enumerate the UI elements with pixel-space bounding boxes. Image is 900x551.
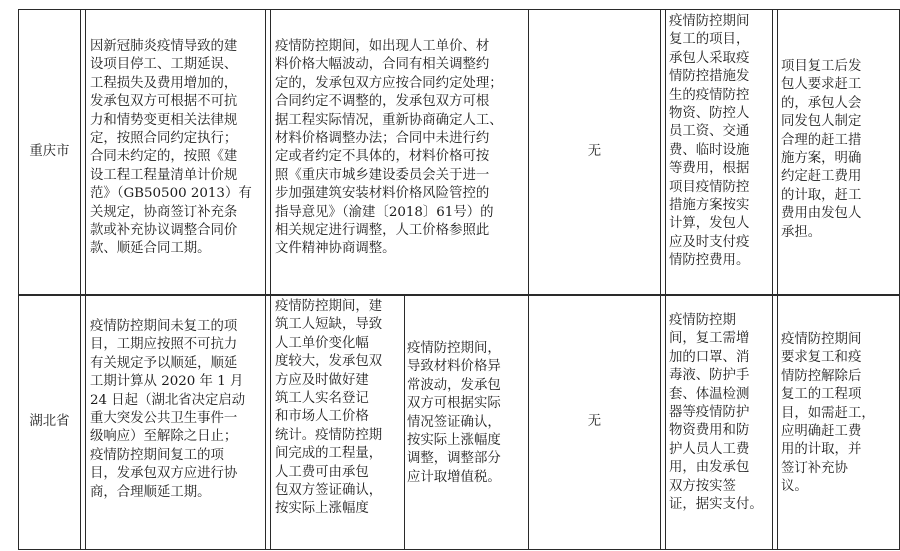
table-border-top xyxy=(18,9,900,10)
rush-work-cost-cell: 项目复工后发 包人要求赶工 的，承包人会 同发包人制定 合理的赶工措 施方案，明确 约定赶工费用 的计取，赶工 费用由发包人 承担。 xyxy=(781,59,862,240)
column-divider xyxy=(404,296,405,550)
epidemic-prevention-cost-cell: 疫情防控期 间，复工需增 加的口罩、消 毒液、防护手 套、体温检测 器等疫情防护 物资费用和防 护人员人工费 用，由发承包 双方按实签 证，据实支付。 xyxy=(669,313,763,513)
table-border-bottom xyxy=(18,549,900,550)
other-policy-cell: 无 xyxy=(587,414,602,430)
column-divider xyxy=(80,9,81,550)
column-divider xyxy=(772,9,773,550)
material-price-policy-cell: 疫情防控期间， 导致材料价格异 常波动，发承包 双方可根据实际 情况签证确认， 按实际上涨幅度 调整，调整部分 应计取增值税。 xyxy=(407,341,501,485)
region-name-cell: 湖北省 xyxy=(29,414,70,430)
column-divider xyxy=(665,9,666,550)
column-divider xyxy=(265,9,266,550)
column-divider xyxy=(85,9,86,550)
column-divider xyxy=(777,9,778,550)
schedule-delay-policy-cell: 疫情防控期间未复工的项 目，工期应按照不可抗力 有关规定予以顺延，顺延 工期计算从 2020 年 1 月 24 日起（湖北省决定启动 重大突发公共卫生事件一 级响应）至解除之日止； 疫情防控期间复工的项 目，发承包双方应进行协 商，合理顺延工期。 xyxy=(90,319,246,500)
price-adjustment-policy-cell: 疫情防控期间，如出现人工单价、材 料价格大幅波动，合同有相关调整约 定的，发承包双方应按合同约定处理； 合同约定不调整的，发承包双方可根 据工程实际情况，重新协商确定人工、 材料价格调整办法；合同中未进行约 定或者约定不具体的，材料价格可按 照《重庆市城乡建设委员会关于进一 步加强建筑安装材料价格风险管控的 指导意见》（渝建〔2018〕61号）的 相关规定进行调整，人工价格参照此 文件精神协商调整。 xyxy=(275,39,503,257)
other-policy-cell: 无 xyxy=(587,143,602,159)
column-divider xyxy=(660,9,661,550)
region-name-cell: 重庆市 xyxy=(29,143,70,159)
rush-work-cost-cell: 疫情防控期间 要求复工和疫 情防控解除后 复工的工程项 目，如需赶工， 应明确赶工费 用的计取，并 签订补充协 议。 xyxy=(781,332,875,495)
epidemic-prevention-cost-cell: 疫情防控期间 复工的项目， 承包人采取疫 情防控措施发 生的疫情防控 物资、防控人 员工资、交通 费、临时设施 等费用，根据 项目疫情防控 措施方案按实 计算，发包人 应及时支付疫 情防控费用。 xyxy=(669,14,750,269)
row-divider xyxy=(18,294,900,296)
schedule-delay-policy-cell: 因新冠肺炎疫情导致的建 设项目停工、工期延误、 工程损失及费用增加的， 发承包双方可根据不可抗 力和情势变更相关法律规 定，按照合同约定执行； 合同未约定的，按照《建 设工程工程量清单计价规 范》（GB50500 2013）有 关规定，协商签订补充条 款或补充协议调整合同价 款、顺延合同工期。 xyxy=(90,39,252,257)
column-divider xyxy=(270,9,271,550)
labor-price-policy-cell: 疫情防控期间，建 筑工人短缺，导致 人工单价变化幅 度较大，发承包双 方应及时做好建 筑工人实名登记 和市场人工价格 统计。疫情防控期 间完成的工程量， 人工费可由承包 包双方签证确认， 按实际上涨幅度 xyxy=(275,299,383,517)
